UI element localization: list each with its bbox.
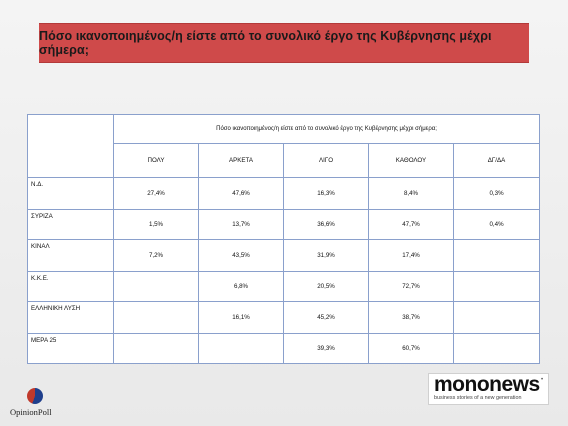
slide-title: Πόσο ικανοποιημένος/η είστε από το συνολικό έργο της Κυβέρνησης μέχρι σήμερα; bbox=[39, 29, 492, 57]
value-cell: 20,5% bbox=[284, 272, 369, 302]
opinionpoll-logo bbox=[10, 388, 70, 422]
opinionpoll-circle-icon bbox=[27, 388, 43, 404]
value-cell bbox=[454, 334, 540, 364]
table-row bbox=[28, 302, 540, 334]
value-cell: 36,6% bbox=[284, 210, 369, 240]
value-cell: 7,2% bbox=[114, 240, 199, 272]
value-cell: 45,2% bbox=[284, 302, 369, 334]
party-label: ΜΕΡΑ 25 bbox=[28, 334, 114, 364]
column-header: ΚΑΘΟΛΟΥ bbox=[369, 144, 454, 178]
mononews-logo bbox=[428, 373, 549, 405]
party-label: ΕΛΛΗΝΙΚΗ ΛΥΣΗ bbox=[28, 302, 114, 334]
mononews-tagline: business stories of a new generation bbox=[434, 395, 522, 401]
value-cell: 0,3% bbox=[454, 178, 540, 210]
value-cell: 39,3% bbox=[284, 334, 369, 364]
table-row bbox=[28, 334, 540, 364]
value-cell: 17,4% bbox=[369, 240, 454, 272]
party-label: Ν.Δ. bbox=[28, 178, 114, 210]
corner-cell bbox=[28, 115, 114, 178]
value-cell: 16,3% bbox=[284, 178, 369, 210]
results-table bbox=[27, 114, 540, 364]
party-label: ΣΥΡΙΖΑ bbox=[28, 210, 114, 240]
value-cell: 47,7% bbox=[369, 210, 454, 240]
value-cell bbox=[454, 240, 540, 272]
value-cell: 1,5% bbox=[114, 210, 199, 240]
value-cell: 8,4% bbox=[369, 178, 454, 210]
value-cell: 6,8% bbox=[199, 272, 284, 302]
value-cell bbox=[114, 334, 199, 364]
value-cell bbox=[114, 272, 199, 302]
column-header: ΔΓ/ΔΑ bbox=[454, 144, 540, 178]
title-banner bbox=[39, 23, 529, 63]
mononews-dot: • bbox=[541, 377, 544, 383]
column-header: ΑΡΚΕΤΑ bbox=[199, 144, 284, 178]
mononews-wordmark: mononews bbox=[434, 373, 540, 396]
value-cell: 27,4% bbox=[114, 178, 199, 210]
table-row bbox=[28, 210, 540, 240]
value-cell bbox=[114, 302, 199, 334]
value-cell: 0,4% bbox=[454, 210, 540, 240]
value-cell bbox=[199, 334, 284, 364]
value-cell: 38,7% bbox=[369, 302, 454, 334]
party-label: Κ.Κ.Ε. bbox=[28, 272, 114, 302]
value-cell: 43,5% bbox=[199, 240, 284, 272]
table-row bbox=[28, 240, 540, 272]
table-row bbox=[28, 272, 540, 302]
value-cell: 31,9% bbox=[284, 240, 369, 272]
value-cell: 13,7% bbox=[199, 210, 284, 240]
value-cell: 60,7% bbox=[369, 334, 454, 364]
table-row bbox=[28, 178, 540, 210]
value-cell: 72,7% bbox=[369, 272, 454, 302]
party-label: ΚΙΝΑΛ bbox=[28, 240, 114, 272]
value-cell: 47,6% bbox=[199, 178, 284, 210]
value-cell bbox=[454, 302, 540, 334]
value-cell bbox=[454, 272, 540, 302]
opinionpoll-wordmark: OpinionPoll bbox=[10, 407, 52, 417]
column-header: ΛΙΓΟ bbox=[284, 144, 369, 178]
value-cell: 16,1% bbox=[199, 302, 284, 334]
table-question: Πόσο ικανοποιημένος/η είστε από το συνολικό έργο της Κυβέρνησης μέχρι σήμερα; bbox=[114, 115, 540, 144]
column-header: ΠΟΛΥ bbox=[114, 144, 199, 178]
